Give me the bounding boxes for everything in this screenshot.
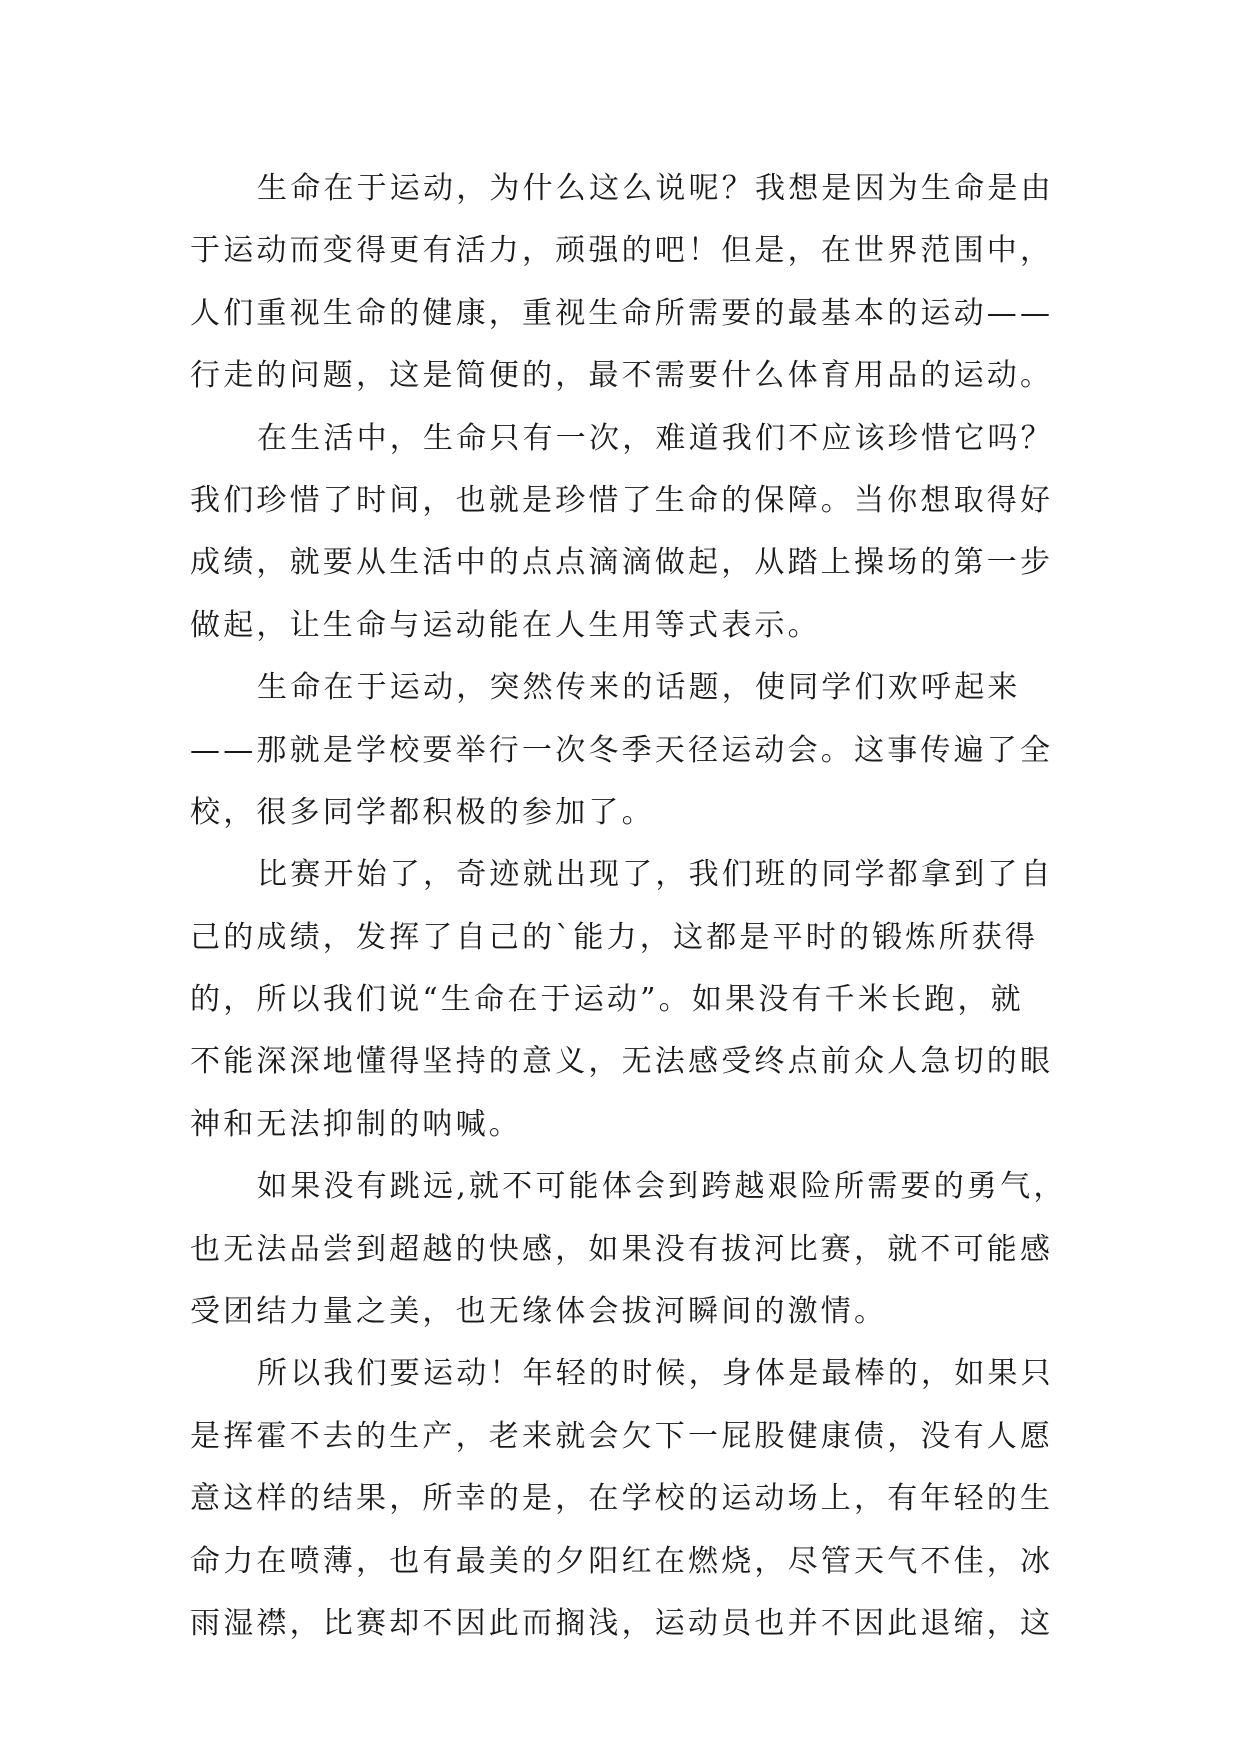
text-line: 受团结力量之美，也无缘体会拔河瞬间的激情。 [190,1294,888,1330]
text-line: 的，所以我们说“生命在于运动”。如果没有千米长跑，就 [190,982,1024,1018]
text-line: 不能深深地懂得坚持的意义，无法感受终点前众人急切的眼 [190,1044,1054,1080]
text-line: 是挥霍不去的生产，老来就会欠下一屁股健康债，没有人愿 [190,1418,1054,1454]
paragraph-5 [190,1156,1070,1343]
text-line: 于运动而变得更有活力，顽强的吧！但是，在世界范围中， [190,233,1054,269]
text-line: 所以我们要运动！年轻的时候，身体是最棒的，如果只 [257,1356,1054,1392]
text-line: 生命在于运动，为什么这么说呢？我想是因为生命是由 [257,171,1054,206]
paragraph-1 [190,158,1070,408]
text-line: 在生活中，生命只有一次，难道我们不应该珍惜它吗？ [257,420,1054,456]
paragraph-3 [190,657,1070,844]
text-line: 成绩，就要从生活中的点点滴滴做起，从踏上操场的第一步 [190,545,1054,581]
text-line: 我们珍惜了时间，也就是珍惜了生命的保障。当你想取得好 [190,482,1054,518]
text-line: 己的成绩，发挥了自己的`能力，这都是平时的锻炼所获得 [190,919,1039,955]
text-line: 校，很多同学都积极的参加了。 [190,794,655,830]
paragraph-6 [190,1343,1070,1655]
text-line: 做起，让生命与运动能在人生用等式表示。 [190,607,821,643]
text-line: 命力在喷薄，也有最美的夕阳红在燃烧，尽管天气不佳，冰 [190,1543,1054,1579]
text-line: 行走的问题，这是简便的，最不需要什么体育用品的运动。 [190,358,1054,394]
text-line: 也无法品尝到超越的快感，如果没有拔河比赛，就不可能感 [190,1231,1054,1267]
text-line: 人们重视生命的健康，重视生命所需要的最基本的运动—— [190,295,1054,331]
document-body [190,158,1070,1655]
paragraph-4 [190,844,1070,1156]
text-line: 意这样的结果，所幸的是，在学校的运动场上，有年轻的生 [190,1481,1054,1517]
text-line: 如果没有跳远,就不可能体会到跨越艰险所需要的勇气， [257,1169,1067,1205]
text-line: 比赛开始了，奇迹就出现了，我们班的同学都拿到了自 [257,857,1054,893]
text-line: 神和无法抑制的呐喊。 [190,1106,522,1142]
text-line: 雨湿襟，比赛却不因此而搁浅，运动员也并不因此退缩，这 [190,1605,1054,1641]
text-line: ——那就是学校要举行一次冬季天径运动会。这事传遍了全 [190,732,1054,768]
paragraph-2 [190,408,1070,658]
text-line: 生命在于运动，突然传来的话题，使同学们欢呼起来 [257,670,1021,706]
